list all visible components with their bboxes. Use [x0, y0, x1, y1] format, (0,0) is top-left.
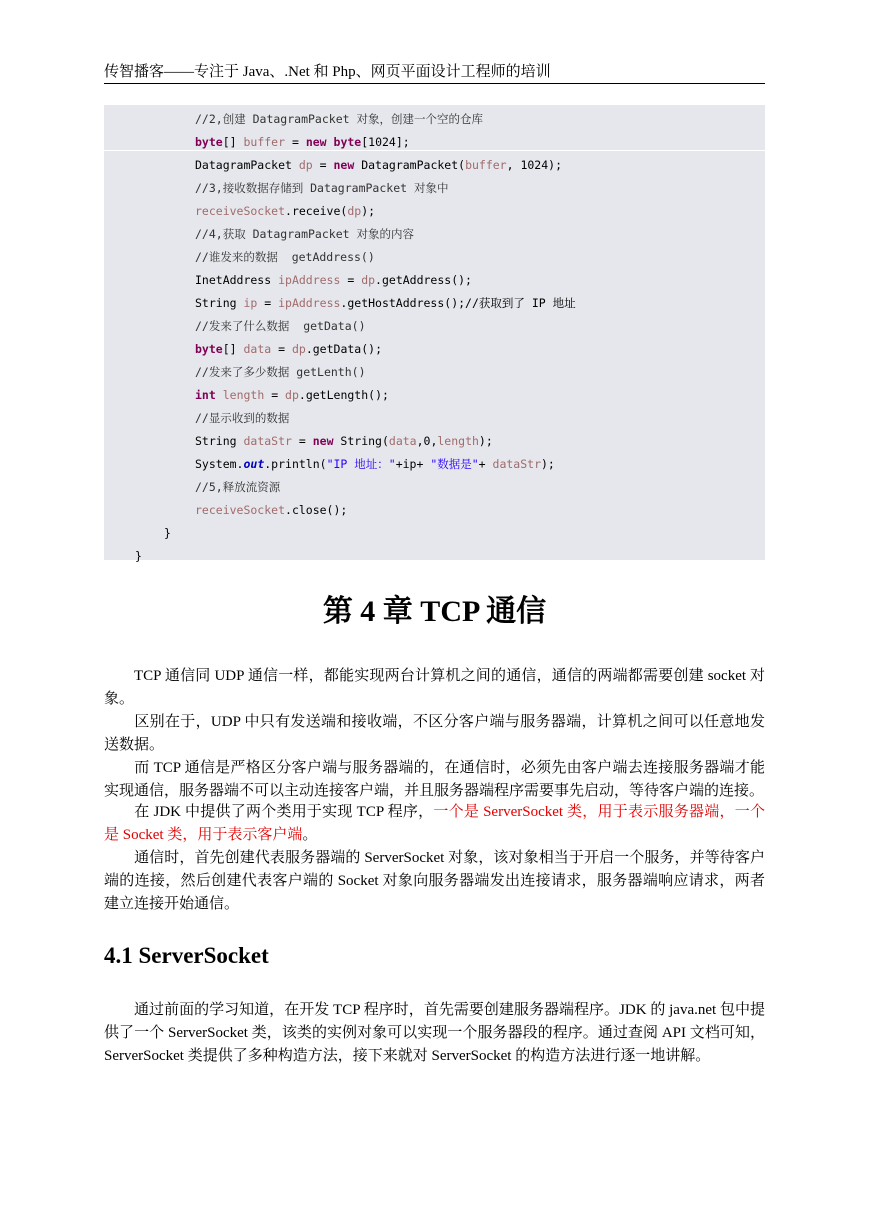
- highlighted-text: 一个是 ServerSocket 类，用于表示服务器端，一个是 Socket 类，用于表示客户端: [104, 804, 765, 843]
- code-line: //发来了什么数据 getData(): [195, 319, 366, 333]
- code-line: byte[] data = dp.getData();: [195, 342, 382, 356]
- code-line: DatagramPacket dp = new DatagramPacket(buffer, 1024);: [195, 158, 562, 172]
- code-line: receiveSocket.close();: [195, 503, 348, 517]
- chapter-title: 第 4 章 TCP 通信: [322, 595, 547, 628]
- paragraph: 区别在于，UDP 中只有发送端和接收端，不区分客户端与服务器端，计算机之间可以任意地发送数据。: [104, 714, 765, 753]
- code-line: int length = dp.getLength();: [195, 388, 389, 402]
- page-header: 传智播客——专注于 Java、.Net 和 Php、网页平面设计工程师的培训: [104, 64, 551, 80]
- paragraph: 在 JDK 中提供了两个类用于实现 TCP 程序，一个是 ServerSocket 类，用于表示服务器端，一个是 Socket 类，用于表示客户端。: [104, 804, 765, 843]
- paragraph: TCP 通信同 UDP 通信一样，都能实现两台计算机之间的通信，通信的两端都需要创建 socket 对象。: [104, 668, 765, 707]
- header-rule: [104, 83, 765, 84]
- section-title: 4.1 ServerSocket: [104, 943, 269, 968]
- code-line: byte[] buffer = new byte[1024];: [195, 135, 410, 149]
- code-line: InetAddress ipAddress = dp.getAddress();: [195, 273, 472, 287]
- code-line: //4,获取 DatagramPacket 对象的内容: [195, 227, 414, 241]
- code-line: String dataStr = new String(data,0,length);: [195, 434, 493, 448]
- code-line: //显示收到的数据: [195, 411, 290, 425]
- paragraph: 通过前面的学习知道，在开发 TCP 程序时，首先需要创建服务器端程序。JDK 的 java.net 包中提供了一个 ServerSocket 类，该类的实例对象可以实现一个服务器段的程序。通过查阅 API 文档可知，ServerSocket 类提供了多种构造方法，接下来就对 ServerSocket 的构造方法进行逐一地讲解。: [104, 1002, 765, 1064]
- paragraph: 通信时，首先创建代表服务器端的 ServerSocket 对象，该对象相当于开启一个服务，并等待客户端的连接，然后创建代表客户端的 Socket 对象向服务器端发出连接请求，服务器端响应请求，两者建立连接开始通信。: [104, 850, 765, 912]
- code-line: //2,创建 DatagramPacket 对象，创建一个空的仓库: [195, 112, 483, 126]
- code-line: }: [164, 526, 171, 540]
- code-line: String ip = ipAddress.getHostAddress();//获取到了 IP 地址: [195, 296, 576, 310]
- code-line: //谁发来的数据 getAddress(): [195, 250, 375, 264]
- code-line: receiveSocket.receive(dp);: [195, 204, 376, 218]
- code-line: System.out.println("IP 地址："+ip+ "数据是"+ dataStr);: [195, 457, 555, 471]
- code-line: //5,释放流资源: [195, 480, 281, 494]
- code-line: //发来了多少数据 getLenth(): [195, 365, 366, 379]
- code-block: [104, 105, 765, 563]
- paragraph: 而 TCP 通信是严格区分客户端与服务器端的，在通信时，必须先由客户端去连接服务器端才能实现通信，服务器端不可以主动连接客户端，并且服务器端程序需要事先启动，等待客户端的连接。: [104, 760, 765, 799]
- code-line: //3,接收数据存储到 DatagramPacket 对象中: [195, 181, 449, 195]
- code-line: }: [135, 549, 142, 563]
